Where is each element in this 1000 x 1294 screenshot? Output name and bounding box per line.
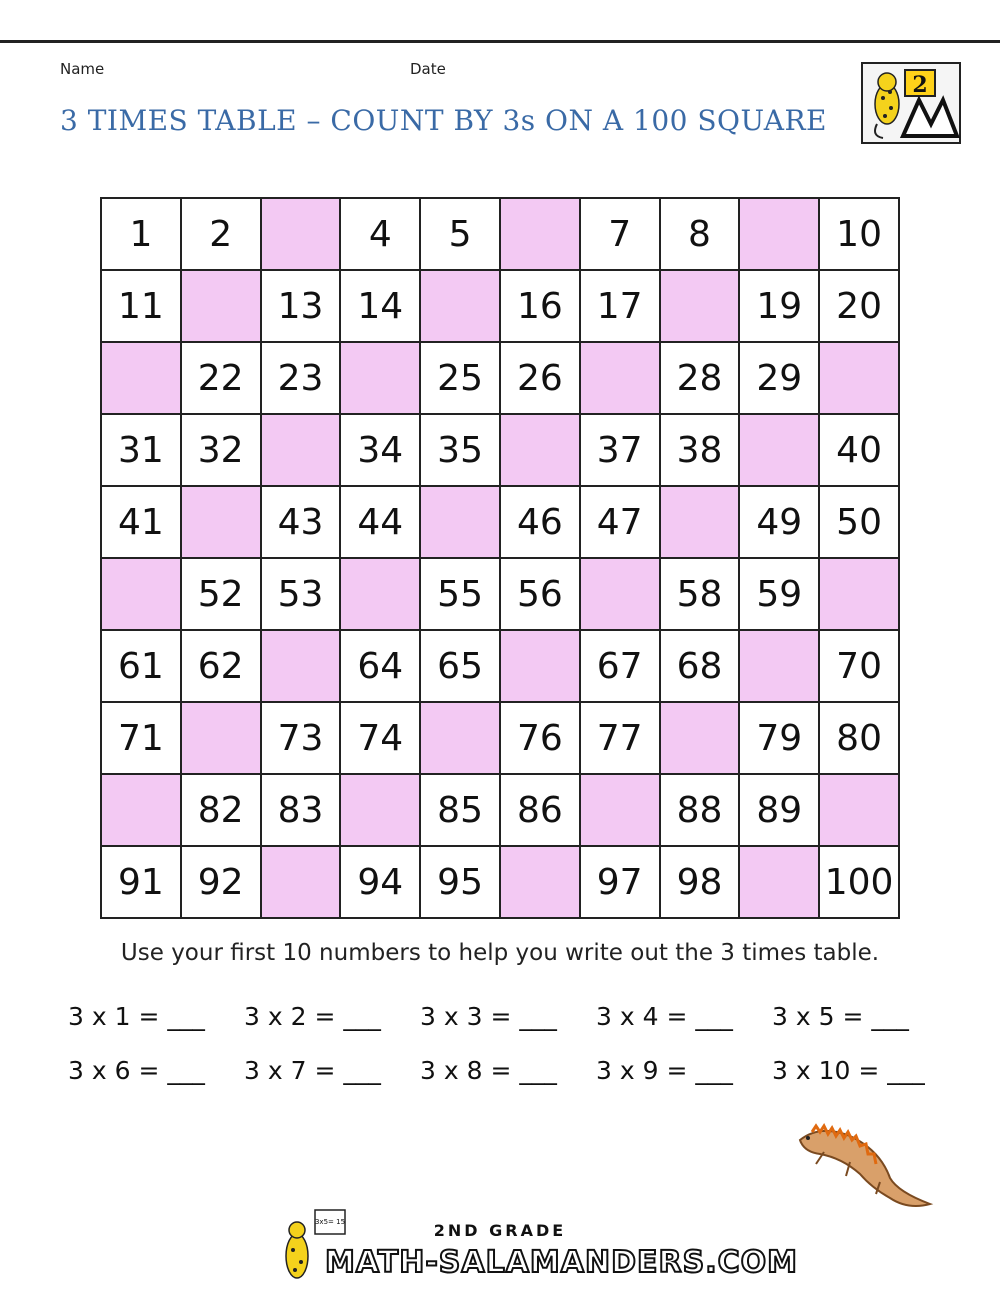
equation: 3 x 7 = ___ xyxy=(244,1056,381,1085)
grid-cell: 43 xyxy=(261,486,341,558)
grid-cell: 53 xyxy=(261,558,341,630)
grid-cell: 64 xyxy=(340,630,420,702)
grid-cell: 13 xyxy=(261,270,341,342)
grid-cell-blank xyxy=(739,846,819,918)
grid-row xyxy=(101,630,899,702)
page-title: 3 TIMES TABLE – COUNT BY 3s ON A 100 SQUARE xyxy=(60,104,827,137)
grid-row xyxy=(101,486,899,558)
grid-cell: 10 xyxy=(819,198,899,270)
grid-cell: 79 xyxy=(739,702,819,774)
equation: 3 x 9 = ___ xyxy=(596,1056,733,1085)
footer-site: MATH-SALAMANDERS.COM xyxy=(325,1245,798,1280)
grid-cell-blank xyxy=(340,342,420,414)
grid-cell: 11 xyxy=(101,270,181,342)
grid-cell: 19 xyxy=(739,270,819,342)
equation: 3 x 10 = ___ xyxy=(772,1056,925,1085)
grid-cell-blank xyxy=(420,270,500,342)
grid-cell: 32 xyxy=(181,414,261,486)
grid-cell-blank xyxy=(101,342,181,414)
newt-illustration xyxy=(790,1118,940,1218)
grid-cell-blank xyxy=(660,486,740,558)
grid-row xyxy=(101,198,899,270)
grid-cell-blank xyxy=(819,774,899,846)
footer-grade: 2ND GRADE xyxy=(433,1221,567,1240)
grid-cell: 52 xyxy=(181,558,261,630)
grid-cell: 82 xyxy=(181,774,261,846)
grid-cell: 22 xyxy=(181,342,261,414)
grid-cell-blank xyxy=(181,702,261,774)
grid-cell: 58 xyxy=(660,558,740,630)
grid-cell-blank xyxy=(500,414,580,486)
grid-cell-blank xyxy=(181,270,261,342)
grid-cell-blank xyxy=(739,198,819,270)
grid-cell: 86 xyxy=(500,774,580,846)
grid-cell: 16 xyxy=(500,270,580,342)
grid-cell: 47 xyxy=(580,486,660,558)
grid-cell: 41 xyxy=(101,486,181,558)
grid-cell: 4 xyxy=(340,198,420,270)
grid-cell: 37 xyxy=(580,414,660,486)
grid-cell-blank xyxy=(181,486,261,558)
grid-row xyxy=(101,558,899,630)
grid-cell-blank xyxy=(101,558,181,630)
grid-cell-blank xyxy=(500,846,580,918)
grid-cell-blank xyxy=(420,702,500,774)
grid-cell: 2 xyxy=(181,198,261,270)
grid-cell: 56 xyxy=(500,558,580,630)
grid-cell-blank xyxy=(819,342,899,414)
grid-cell-blank xyxy=(739,630,819,702)
grid-cell: 95 xyxy=(420,846,500,918)
grid-cell: 7 xyxy=(580,198,660,270)
grid-cell-blank xyxy=(340,774,420,846)
grid-cell-blank xyxy=(660,702,740,774)
top-rule xyxy=(0,40,1000,43)
grid-cell: 17 xyxy=(580,270,660,342)
footer-board: 3x5= 15 xyxy=(314,1218,346,1226)
grid-cell: 55 xyxy=(420,558,500,630)
grid-cell: 5 xyxy=(420,198,500,270)
grid-cell-blank xyxy=(500,630,580,702)
grid-cell: 35 xyxy=(420,414,500,486)
grid-cell-blank xyxy=(739,414,819,486)
grid-cell-blank xyxy=(580,558,660,630)
grid-cell: 98 xyxy=(660,846,740,918)
grid-cell: 23 xyxy=(261,342,341,414)
grid-row xyxy=(101,342,899,414)
grid-cell: 34 xyxy=(340,414,420,486)
grid-cell: 85 xyxy=(420,774,500,846)
grid-cell: 38 xyxy=(660,414,740,486)
grid-cell: 14 xyxy=(340,270,420,342)
grid-cell: 92 xyxy=(181,846,261,918)
grid-row xyxy=(101,846,899,918)
grid-cell-blank xyxy=(500,198,580,270)
grid-cell: 20 xyxy=(819,270,899,342)
salamander-grade-logo xyxy=(861,62,961,144)
grid-cell: 31 xyxy=(101,414,181,486)
grid-cell: 59 xyxy=(739,558,819,630)
equation: 3 x 2 = ___ xyxy=(244,1002,381,1031)
grid-cell: 29 xyxy=(739,342,819,414)
grid-cell: 94 xyxy=(340,846,420,918)
grid-cell: 8 xyxy=(660,198,740,270)
grid-cell: 28 xyxy=(660,342,740,414)
grid-cell: 89 xyxy=(739,774,819,846)
equation: 3 x 8 = ___ xyxy=(420,1056,557,1085)
grid-cell: 50 xyxy=(819,486,899,558)
grid-cell: 67 xyxy=(580,630,660,702)
grid-cell-blank xyxy=(580,342,660,414)
grid-cell: 73 xyxy=(261,702,341,774)
grid-cell: 65 xyxy=(420,630,500,702)
grid-row xyxy=(101,270,899,342)
grid-cell-blank xyxy=(101,774,181,846)
grid-cell: 76 xyxy=(500,702,580,774)
grid-cell: 88 xyxy=(660,774,740,846)
grid-cell: 97 xyxy=(580,846,660,918)
equation: 3 x 5 = ___ xyxy=(772,1002,909,1031)
grid-cell: 80 xyxy=(819,702,899,774)
grid-cell: 49 xyxy=(739,486,819,558)
grid-cell-blank xyxy=(580,774,660,846)
grid-cell: 1 xyxy=(101,198,181,270)
grid-cell-blank xyxy=(420,486,500,558)
grid-cell-blank xyxy=(261,630,341,702)
grid-row xyxy=(101,414,899,486)
grid-row xyxy=(101,702,899,774)
grade-badge-number: 2 xyxy=(912,72,928,98)
grid-cell: 46 xyxy=(500,486,580,558)
grid-cell: 70 xyxy=(819,630,899,702)
grid-cell: 62 xyxy=(181,630,261,702)
grid-cell-blank xyxy=(261,846,341,918)
grid-cell: 100 xyxy=(819,846,899,918)
grid-cell: 91 xyxy=(101,846,181,918)
grid-cell: 71 xyxy=(101,702,181,774)
equation: 3 x 1 = ___ xyxy=(68,1002,205,1031)
grid-cell: 44 xyxy=(340,486,420,558)
grid-cell: 74 xyxy=(340,702,420,774)
equation: 3 x 3 = ___ xyxy=(420,1002,557,1031)
equation: 3 x 4 = ___ xyxy=(596,1002,733,1031)
grid-cell-blank xyxy=(261,198,341,270)
grid-cell-blank xyxy=(261,414,341,486)
grid-cell: 77 xyxy=(580,702,660,774)
instruction-text: Use your first 10 numbers to help you write out the 3 times table. xyxy=(120,940,880,966)
grid-cell: 25 xyxy=(420,342,500,414)
grid-cell: 83 xyxy=(261,774,341,846)
grid-cell-blank xyxy=(819,558,899,630)
footer-logo xyxy=(275,1210,798,1286)
grid-cell: 26 xyxy=(500,342,580,414)
grid-cell: 68 xyxy=(660,630,740,702)
hundred-square-grid xyxy=(100,197,900,919)
grid-cell-blank xyxy=(340,558,420,630)
grid-cell-blank xyxy=(660,270,740,342)
grid-row xyxy=(101,774,899,846)
grid-cell: 61 xyxy=(101,630,181,702)
date-label: Date xyxy=(410,60,446,78)
equation: 3 x 6 = ___ xyxy=(68,1056,205,1085)
name-label: Name xyxy=(60,60,105,78)
grid-cell: 40 xyxy=(819,414,899,486)
